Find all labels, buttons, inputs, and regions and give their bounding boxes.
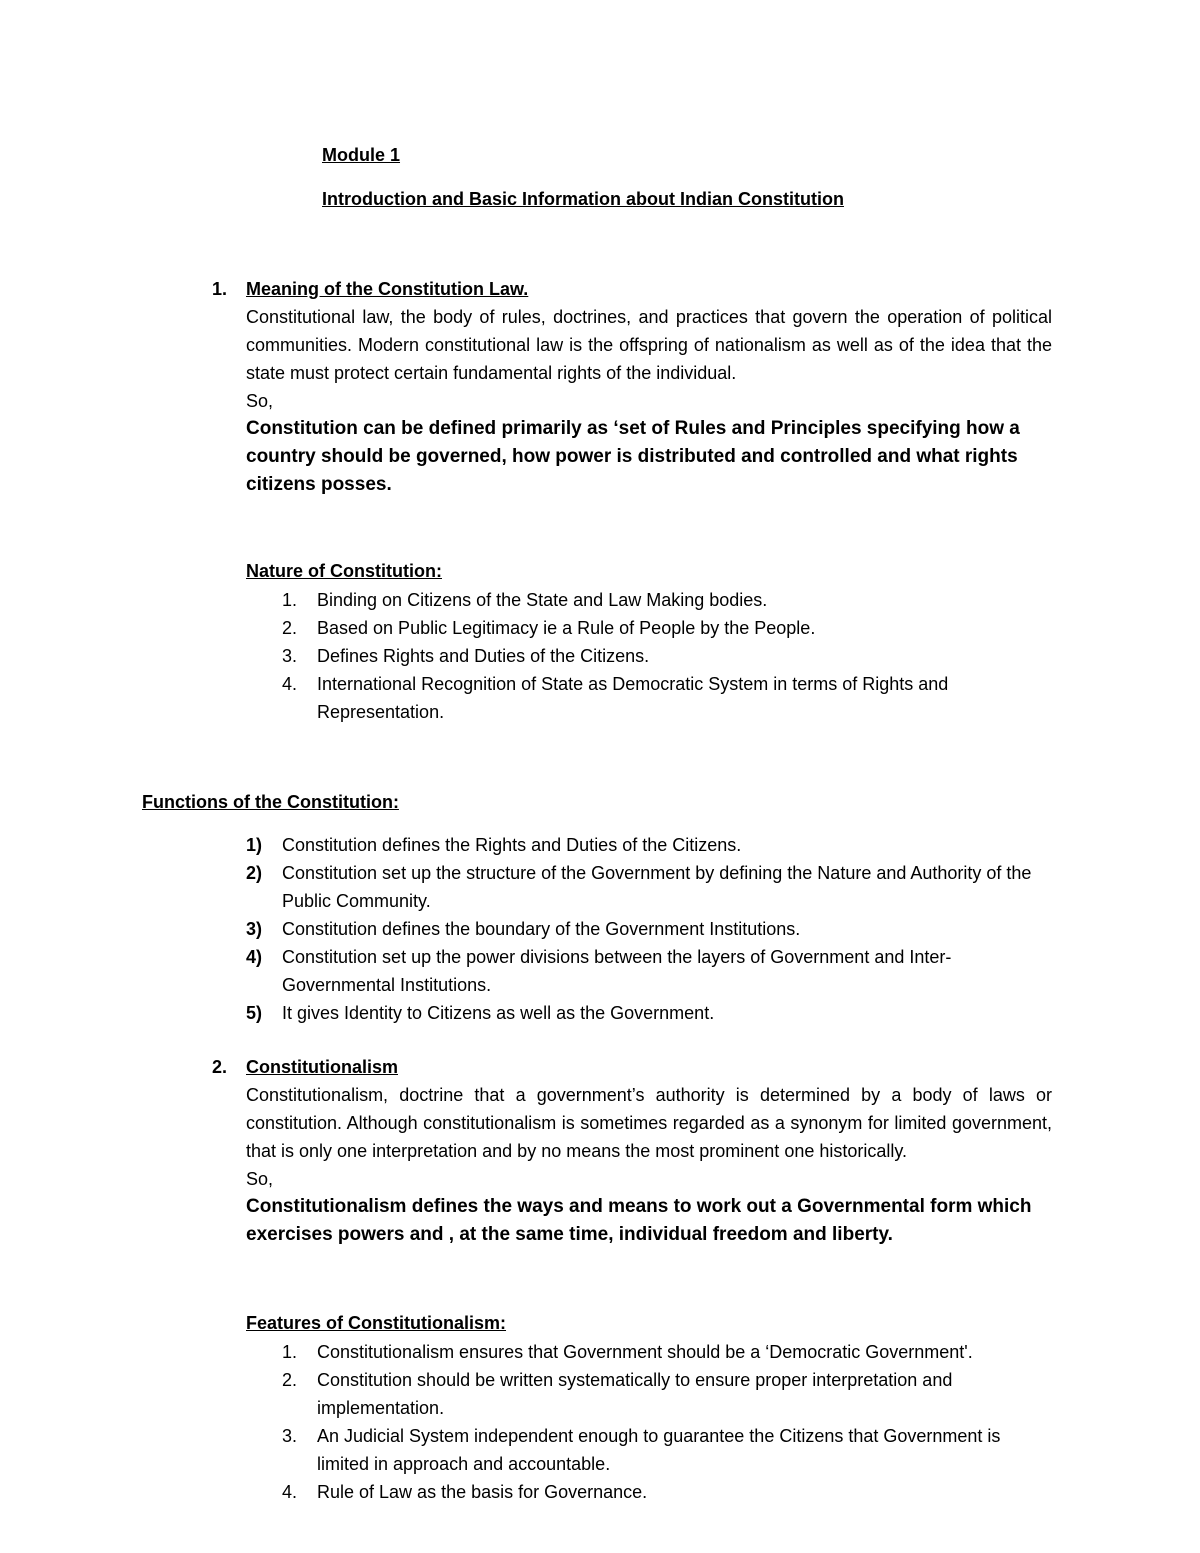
- list-item: 3. Defines Rights and Duties of the Citizens.: [282, 646, 650, 666]
- section1-title: Meaning of the Constitution Law.: [246, 279, 529, 299]
- nature-list: [246, 586, 1026, 726]
- list-item: 2. Constitution should be written systematically to ensure proper interpretation and implementation.: [282, 1370, 953, 1418]
- module-subtitle: Introduction and Basic Information about Indian Constitution: [322, 189, 844, 209]
- module-title: Module 1: [322, 145, 401, 165]
- features-list: [246, 1338, 1026, 1506]
- list-item: 1. Binding on Citizens of the State and Law Making bodies.: [282, 590, 768, 610]
- section2-number: 2.: [212, 1057, 228, 1077]
- list-item: 3) Constitution defines the boundary of the Government Institutions.: [246, 919, 801, 939]
- section2-so: So,: [246, 1169, 274, 1189]
- section1-definition: Constitution can be defined primarily as ‘set of Rules and Principles specifying how a country should be governed, how power is distributed and controlled and what rights citizens posses.: [246, 418, 1020, 495]
- section2-title: Constitutionalism: [246, 1057, 398, 1077]
- functions-list: [246, 831, 1046, 1027]
- section2-block: [246, 1053, 1052, 1249]
- list-item: 2. Based on Public Legitimacy ie a Rule of People by the People.: [282, 618, 816, 638]
- section2-definition: Constitutionalism defines the ways and means to work out a Governmental form which exercises powers and , at the same time, individual freedom and liberty.: [246, 1196, 1032, 1245]
- features-heading: Features of Constitutionalism:: [246, 1313, 507, 1333]
- nature-heading: Nature of Constitution:: [246, 561, 442, 581]
- list-item: 2) Constitution set up the structure of the Government by defining the Nature and Authority of the Public Community.: [246, 863, 1032, 911]
- list-item: 4) Constitution set up the power divisions between the layers of Government and Inter-Governmental Institutions.: [246, 947, 952, 995]
- section1-block: [246, 275, 1052, 499]
- list-item: 4. International Recognition of State as Democratic System in terms of Rights and Representation.: [282, 674, 949, 722]
- list-item: 1. Constitutionalism ensures that Government should be a ‘Democratic Government'.: [282, 1342, 973, 1362]
- section1-so: So,: [246, 391, 274, 411]
- list-item: 3. An Judicial System independent enough to guarantee the Citizens that Government is limited in approach and accountable.: [282, 1426, 1001, 1474]
- list-item: 1) Constitution defines the Rights and Duties of the Citizens.: [246, 835, 742, 855]
- list-item: 4. Rule of Law as the basis for Governance.: [282, 1482, 648, 1502]
- section1-paragraph: Constitutional law, the body of rules, doctrines, and practices that govern the operation of political communities. Modern constitutional law is the offspring of nationalism as well as of the idea that the state must protect certain fundamental rights of the individual.: [246, 307, 1052, 383]
- section2-paragraph: Constitutionalism, doctrine that a government’s authority is determined by a body of laws or constitution. Although constitutionalism is sometimes regarded as a synonym for limited government, that is only one interpretation and by no means the most prominent one historically.: [246, 1085, 1052, 1161]
- functions-heading: Functions of the Constitution:: [142, 792, 399, 812]
- list-item: 5) It gives Identity to Citizens as well as the Government.: [246, 1003, 715, 1023]
- section1-number: 1.: [212, 279, 228, 299]
